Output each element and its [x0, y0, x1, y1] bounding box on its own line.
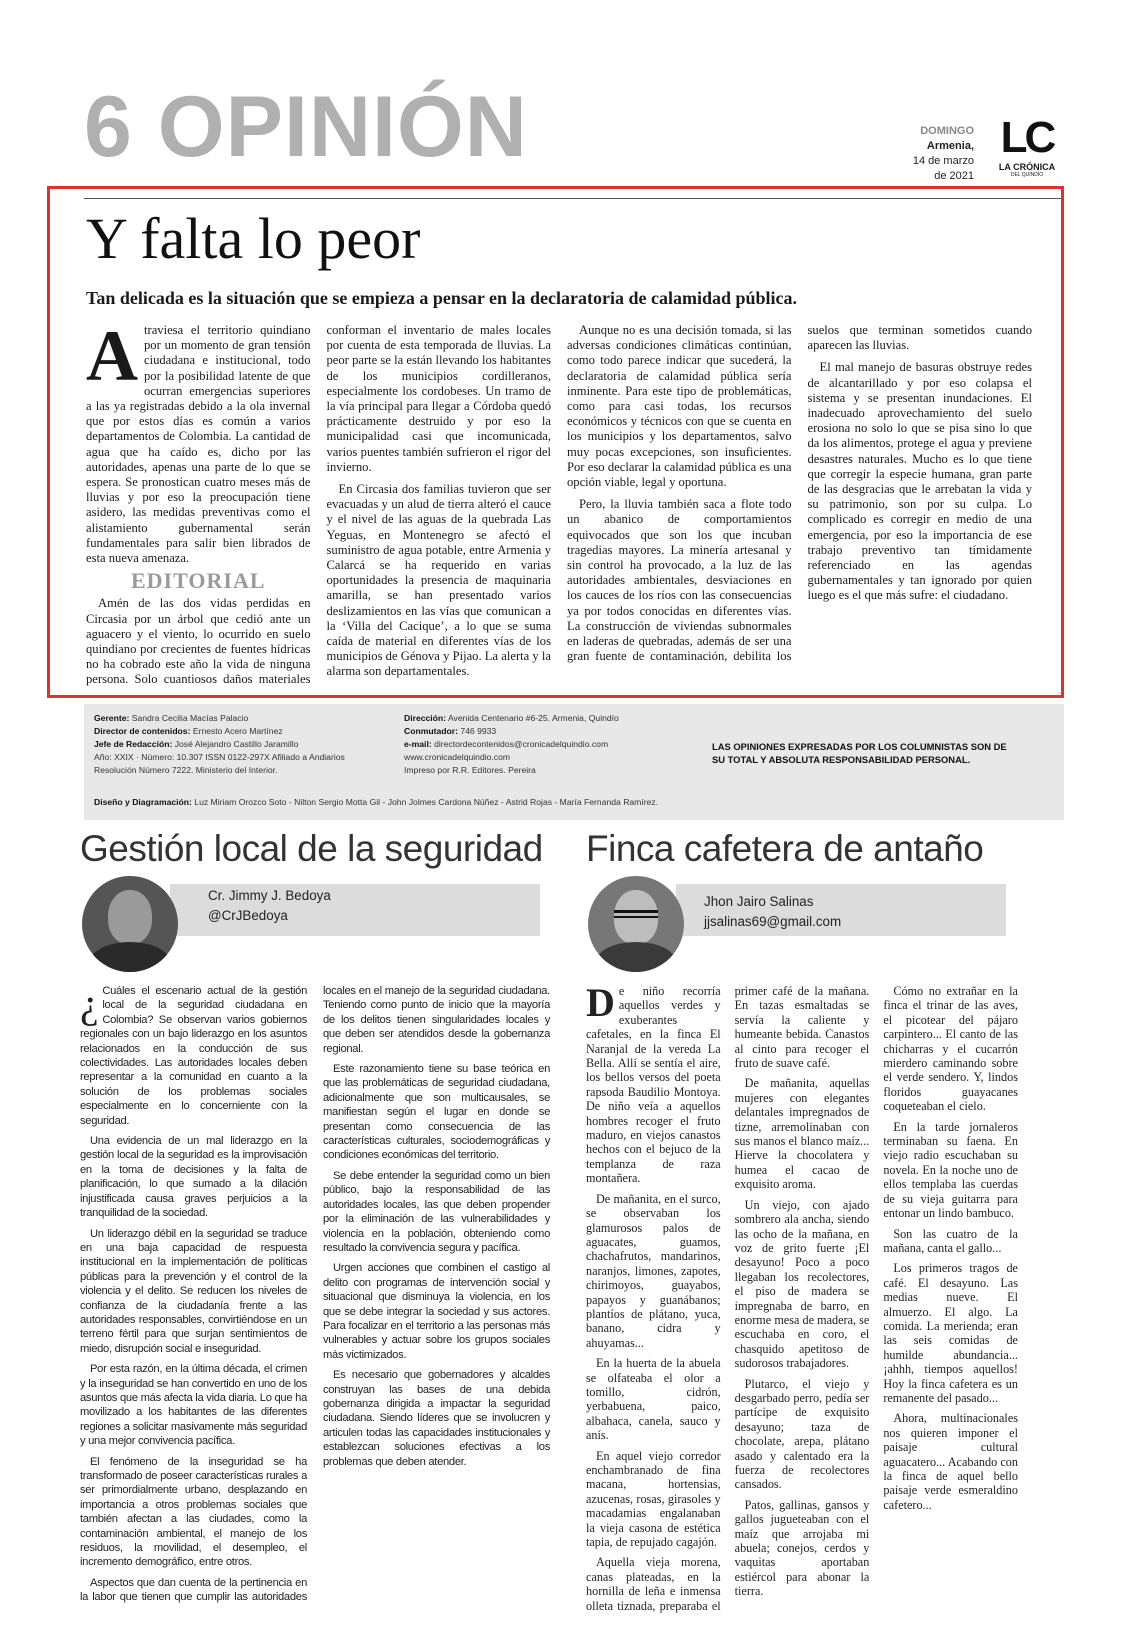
date-line-2: de 2021 — [934, 170, 974, 182]
credits-contact: Dirección: Avenida Centenario #6-25. Armenia, Quindío Conmutador: 746 9933 e-mail: directordecontenidos@cronicadelquindio.com www.cronicadelquindio.com Impreso por R.R. Editores. Pereira — [404, 713, 619, 775]
logo-mark: LC — [1000, 113, 1054, 162]
column-paragraph: De mañanita, aquellas mujeres con elegantes delantales impregnados de tizne, arremolinaban con sus manos el blanco maíz... Hierve la chocolatera y humea el cacao de exquisito aroma. — [734, 1076, 870, 1192]
byline-text — [208, 886, 331, 926]
column-paragraph: Plutarco, el viejo y desgarbado perro, pedía ser partícipe de exquisito desayuno; taza de chocolate, arepa, plátano asado y calentado era la fuerza de recolectores cansados. — [734, 1376, 870, 1492]
city-label: Armenia, — [926, 140, 974, 152]
column-dropcap: D — [586, 980, 615, 1025]
editorial-subhead: Tan delicada es la situación que se empieza a pensar en la declaratoria de calamidad pública. — [86, 288, 798, 308]
editorial-paragraph: Amén de las dos vidas perdidas en Circasia por un árbol que cedió ante un aguacero y el viento, lo ocurrido en suelo quindiano por crecientes de fuentes hídricas no ha cobrado este año la vida de ninguna persona. Solo cuantiosos daños materiales conforman el inventario de males locales por cuenta de esta temporada de lluvias. La peor parte se la están llevando los habitantes de los municipios cordilleranos, especialmente los cordobeses. Un tramo de la vía principal para llegar a Córdoba quedó prácticamente destruido y por eso la municipalidad casi que incomunicada, varios puentes también sufrieron el rigor del invierno. — [86, 323, 551, 687]
column-paragraph: En la huerta de la abuela se olfateaba el olor a tomillo, cidrón, yerbabuena, paico, albahaca, canela, sauco y anís. — [586, 1356, 721, 1443]
editorial-paragraph: Atraviesa el territorio quindiano por un momento de gran tensión ciudadana e institucional, todo por la posibilidad latente de que ocurran emergencias superiores a las ya registradas debido a la ola invernal que por estos días es común a varios departamentos de Colombia. La cantidad de agua que ha caído es, dicho por las autoridades, apenas una parte de lo que se espera. Se pronostican cuatro meses más de lluvias y por eso la preocupación tiene asidero, las medidas preventivas como el alistamiento gubernamental serán fundamentales para salir bien librados de esta nueva amenaza. — [86, 316, 311, 566]
author-name: Cr. Jimmy J. Bedoya — [208, 888, 331, 903]
column-title: Finca cafetera de antaño — [586, 828, 984, 869]
column-paragraph: El fenómeno de la inseguridad se ha transformado de poseer características rurales a ser primordialmente urbano, desplazando en importancia a otros problemas sociales que también afectan a las ciudades, como la contaminación ambiental, el manejo de los residuos, la movilidad, el desempleo, el incremento demográfico, entre otros. — [80, 1455, 307, 1569]
column-security — [80, 826, 550, 1614]
column-paragraph: En aquel viejo corredor enchambranado de fina macana, hortensias, azucenas, rosas, girasoles y macadamias engalanaban la vieja casona de estética tapia, de repujado cagajón. — [586, 1448, 721, 1550]
editorial-highlight-box — [47, 186, 1064, 698]
column-paragraph: Son las cuatro de la mañana, canta el gallo... — [883, 1226, 1018, 1255]
editorial-paragraph: Aunque no es una decisión tomada, si las adversas condiciones climáticas continúan, como todo parece indicar que sucederá, la declaratoria de calamidad pública sería inminente. Para este tipo de problemáticas, como para casi todas, los recursos económicos y técnicos con que se cuenta en los municipios y los departamentos, salvo muy pocas excepciones, son insuficientes. Por eso declarar la calamidad pública es una opción viable, legal y oportuna. — [567, 323, 792, 490]
column-paragraph: De niño recorría aquellos verdes y exuberantes cafetales, en la finca El Naranjal de la vereda La Bella. Allí se sentía el aire, los bellos versos del poeta rapsoda Baudilio Montoya. De niño veía a aquellos hombres recoger el fruto maduro, en viejos canastos hechos con el bejuco de la templanza de raza montañera. — [586, 980, 721, 1186]
date-block — [913, 124, 974, 184]
column-paragraph: Un viejo, con ajado sombrero ala ancha, siendo las ocho de la mañana, en voz de grito fuerte ¡El desayuno! Poco a poco llegaban los recolectores, el piso de madera se impregnaba de barro, en enorme mesa de madera, se escuchaba en coro, el chasquido apetitoso de sudorosos trabajadores. — [734, 1197, 870, 1371]
column-paragraph: Se debe entender la seguridad como un bien público, bajo la responsabilidad de las autoridades locales, las que deben propender por la eliminación de las vulnerabilidades y violencia en la población, obteniendo como resultado la convivencia segura y pacífica. — [323, 1169, 550, 1254]
editorial-dropcap: A — [86, 316, 138, 396]
newspaper-logo — [990, 114, 1064, 194]
editorial-paragraph: En Circasia dos familias tuvieron que ser evacuadas y un alud de tierra alteró el cauce y el nivel de las aguas de la quebrada Las Yeguas, en Montenegro se afectó el suministro de agua potable, entre Armenia y Calarcá se ha requerido en varias oportunidades la presencia de maquinaria amarilla, se han presentado varios deslizamientos en las vías que comunican a la ‘Villa del Cacique’, a lo que se suma caída de material en diferentes vías de los municipios de Génova y Pijao. La alerta y la alarma son departamentales. — [326, 482, 551, 679]
byline — [586, 876, 1018, 972]
column-paragraph: Por esta razón, en la última década, el crimen y la inseguridad se han convertido en uno de los asuntos que más afecta la vida diaria. Lo que ha movilizado a los habitantes de las diferentes regiones a solicitar masivamente más seguridad y una mejor convivencia pacífica. — [80, 1363, 307, 1448]
column-paragraph: Aspectos que dan cuenta de la pertinencia en la labor que tienen que cumplir las autoridades locales en el manejo de la seguridad ciudadana. Teniendo como punto de inicio que la mayoría de los delitos tienen singularidades locales y que deben ser atendidos desde la gobernanza regional. — [80, 985, 550, 1604]
credits-staff: Gerente: Sandra Cecilia Macías Palacio Director de contenidos: Ernesto Acero Martínez Jefe de Redacción: José Alejandro Castillo Jaramillo Año: XXIX · Número: 10.307 ISSN 0122-297X Afiliado a Andiarios Resolución Número 7222. Ministerio del Interior. — [94, 713, 345, 775]
byline-text — [704, 892, 841, 932]
column-body — [80, 981, 550, 1614]
staff-credits — [84, 704, 1064, 820]
column-paragraph: De mañanita, en el surco, se observaban los glamurosos palos de aguacates, guamos, chachafrutos, mandarinos, naranjos, limones, zapotes, chirimoyos, guayabos, papayos y guanábanos; plantíos de plátano, yuca, banano, cidra y ahuyamas... — [586, 1191, 721, 1350]
column-paragraph: Aquella vieja morena, canas plateadas, en la hornilla de leña e inmensa olleta tiznada, preparaba el primer café de la mañana. En tazas esmaltadas se servía la caliente y humeante bebida. Canastos al cinto para recoger el fruto de suave café. — [586, 984, 870, 1613]
author-handle: @CrJBedoya — [208, 908, 288, 923]
author-photo — [82, 876, 178, 972]
column-paragraph: Una evidencia de un mal liderazgo en la gestión local de la seguridad es la improvisación en la toma de decisiones y la falta de planificación, lo que sumado a la dilación injustificada causa graves perjuicios a la tranquilidad de la sociedad. — [80, 1135, 307, 1220]
author-name: Jhon Jairo Salinas — [704, 894, 814, 909]
column-paragraph: Ahora, multinacionales nos quieren imponer el paisaje cultural aguacatero... Acabando con la finca de aquel bello paisaje verde esmeraldino cafetero... — [883, 1411, 1018, 1512]
column-paragraph: En la tarde jornaleros terminaban su faena. En viejo radio escuchaban su novela. En la noche uno de ellos templaba las cuerdas de su vieja guitarra para entonar un lindo bambuco. — [883, 1119, 1018, 1221]
column-paragraph: Un liderazgo débil en la seguridad se traduce en una baja capacidad de respuesta institucional en la implementación de políticas públicas para la prevención y el control de la violencia y el delito. Se reducen los niveles de confianza de la ciudadanía frente a las autoridades responsables, convirtiéndose en un terreno fértil para que surjan sentimientos de miedo, disrupción social e inseguridad. — [80, 1227, 307, 1355]
column-paragraph: Cómo no extrañar en la finca el trinar de las aves, el picotear del pájaro carpintero... El canto de las chicharras y el cucarrón mierdero caminando sobre el verde sendero. Y, lindos floridos guayacanes coqueteaban el cielo. — [883, 984, 1018, 1114]
column-paragraph: Urgen acciones que combinen el castigo al delito con programas de intervención social y situacional que disminuya la violencia, en los que se debe integrar la sociedad y sus actores. Para focalizar en el territorio a las personas más vulnerables y actuar sobre los grupos sociales más victimizados. — [323, 1262, 550, 1361]
editorial-paragraph: El mal manejo de basuras obstruye redes de alcantarillado y por eso colapsa el sistema y se presentan inundaciones. El inadecuado aprovechamiento del suelo erosiona no solo lo que se pisa sino lo que da los alimentos, protege el agua y previene desastres naturales. Mucho es lo que tiene que corregir la especie humana, gran parte de las desgracias que le arrebatan la vida y su patrimonio, son por su culpa. Lo complicado es corregir en medio de una emergencia, por eso la importancia de ese trabajo preventivo tan tímidamente referenciado en las agendas gubernamentales y tan ignorado por quien luego es el que más sufre: el ciudadano. — [807, 360, 1032, 603]
column-paragraph: ¿ Cuáles el escenario actual de la gestión local de la seguridad ciudadana en Colombia? Se observan varios gobiernos regionales con un bajo liderazgo en los asuntos relacionados en la conducción de sus colectividades. Las autoridades locales deben representar a la comunidad en cuanto a la solución de los problemas sociales especialmente en lo concerniente con la seguridad. — [80, 981, 307, 1127]
logo-sub: DEL QUINDÍO — [1010, 172, 1044, 178]
opinion-disclaimer: LAS OPINIONES EXPRESADAS POR LOS COLUMNISTAS SON DE SU TOTAL Y ABSOLUTA RESPONSABILIDAD PERSONAL. — [712, 741, 1007, 765]
logo-name: LA CRÓNICA — [998, 162, 1056, 172]
author-photo — [588, 876, 684, 972]
design-credits: Diseño y Diagramación: Luz Miriam Orozco Soto - Nilton Sergio Motta Gil - John Jolmes Cardona Núñez - Astrid Rojas - María Fernanda Ramírez. — [94, 797, 659, 807]
section-title: 6 OPINIÓN — [84, 79, 528, 175]
column-paragraph: Es necesario que gobernadores y alcaldes construyan las bases de una debida gobernanza dirigida a impactar la seguridad ciudadana. Siendo líderes que se involucren y articulen todas las capacidades institucionales y establezcan soluciones efectivas a los problemas que deben atender. — [323, 1369, 550, 1468]
column-title: Gestión local de la seguridad — [80, 828, 543, 869]
editorial-headline: Y falta lo peor — [86, 206, 421, 271]
editorial-paragraph: Pero, la lluvia también saca a flote todo un abanico de comportamientos equivocados que son los que incuban tragedias mayores. La minería artesanal y sin control ha provocado, a la luz de las autoridades ambientales, desviaciones en los cauces de los ríos con las consecuencias ya por todos conocidas en diferentes vías. La construcción de viviendas subnormales en laderas de quebradas, además de ser una gran fuente de contaminación, debilita los suelos que terminan sometidos cuando aparecen las lluvias. — [567, 323, 1032, 664]
date-line-1: 14 de marzo — [912, 155, 974, 167]
column-paragraph: Los primeros tragos de café. El desayuno. Las medias nueve. El almuerzo. El algo. La comida. La merienda; eran las seis comidas de humilde abundancia... ¡ahhh, tiempos aquellos! Hoy la finca cafetera es un remanente del pasado... — [883, 1261, 1018, 1405]
masthead — [84, 80, 1064, 200]
editorial-label: EDITORIAL — [130, 568, 266, 594]
day-label: DOMINGO — [920, 125, 974, 137]
column-paragraph: Patos, gallinas, gansos y gallos jugueteaban con el maíz que arrojaba mi abuela; conejos, cerdos y vaquitas aportaban estiércol para abonar la tierra. — [734, 1497, 870, 1599]
editorial-body — [86, 316, 1032, 693]
byline — [80, 876, 550, 972]
column-body — [586, 980, 1018, 1614]
author-email: jjsalinas69@gmail.com — [704, 914, 842, 929]
column-dropcap: ¿ — [80, 981, 99, 1027]
column-paragraph: Este razonamiento tiene su base teórica en que las problemáticas de seguridad ciudadana, adicionalmente que son multicausales, se manifiestan según el lugar en donde se presentan como consecuencia de las características culturales, sociodemográficas y condiciones económicas del territorio. — [323, 1063, 550, 1162]
column-coffee-farm — [586, 826, 1018, 1614]
